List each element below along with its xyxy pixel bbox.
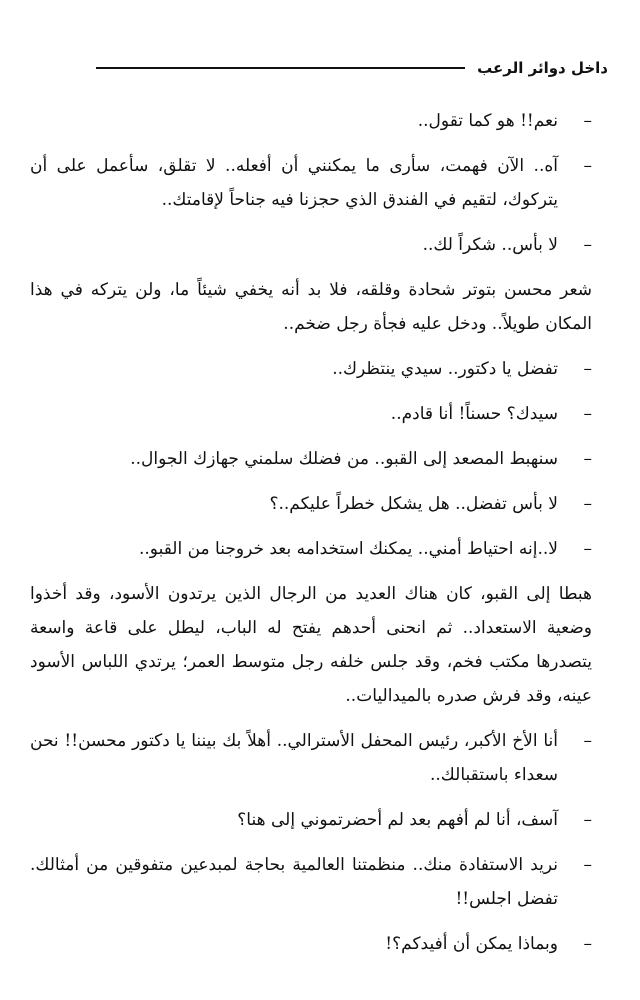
dialogue-dash: – bbox=[583, 810, 592, 830]
dialogue-line bbox=[30, 803, 592, 837]
dialogue-dash: – bbox=[583, 539, 592, 559]
dialogue-line bbox=[30, 724, 592, 792]
dialogue-text: آسف، أنا لم أفهم بعد لم أحضرتموني إلى هنا؟ bbox=[237, 810, 558, 830]
running-head-rule bbox=[96, 67, 465, 69]
dialogue-line bbox=[30, 104, 592, 138]
dialogue-dash: – bbox=[583, 494, 592, 514]
dialogue-text: لا..إنه احتياط أمني.. يمكنك استخدامه بعد خروجنا من القبو.. bbox=[138, 539, 558, 559]
dialogue-dash: – bbox=[583, 235, 592, 255]
dialogue-line bbox=[30, 442, 592, 476]
dialogue-text: آه.. الآن فهمت، سأرى ما يمكنني أن أفعله.. لا تقلق، سأعمل على أن يتركوك، لتقيم في الفندق الذي حجزنا فيه جناحاً لإقامتك.. bbox=[30, 156, 558, 210]
dialogue-text: سيدك؟ حسناً! أنا قادم.. bbox=[390, 404, 558, 424]
dialogue-text: نريد الاستفادة منك.. منظمتنا العالمية بحاجة لمبدعين متفوقين من أمثالك. تفضل اجلس!! bbox=[30, 855, 558, 909]
dialogue-line bbox=[30, 352, 592, 386]
dialogue-text: أنا الأخ الأكبر، رئيس المحفل الأسترالي.. أهلاً بك بيننا يا دكتور محسن!! نحن سعداء باستقبالك.. bbox=[30, 731, 558, 785]
dialogue-dash: – bbox=[583, 156, 592, 176]
body-text bbox=[30, 104, 592, 972]
dialogue-dash: – bbox=[583, 111, 592, 131]
dialogue-dash: – bbox=[583, 404, 592, 424]
dialogue-line bbox=[30, 532, 592, 566]
dialogue-dash: – bbox=[583, 934, 592, 954]
narrative-paragraph: شعر محسن بتوتر شحادة وقلقه، فلا بد أنه يخفي شيئاً ما، ولن يتركه في هذا المكان طويلاً.. ودخل عليه فجأة رجل ضخم.. bbox=[30, 280, 592, 334]
dialogue-dash: – bbox=[583, 449, 592, 469]
dialogue-line bbox=[30, 487, 592, 521]
dialogue-dash: – bbox=[583, 855, 592, 875]
dialogue-line bbox=[30, 848, 592, 916]
dialogue-text: تفضل يا دكتور.. سيدي ينتظرك.. bbox=[332, 359, 558, 379]
dialogue-text: لا بأس.. شكراً لك.. bbox=[422, 235, 558, 255]
running-head-title: داخل دوائر الرعب bbox=[477, 59, 608, 77]
dialogue-line bbox=[30, 149, 592, 217]
dialogue-text: وبماذا يمكن أن أفيدكم؟! bbox=[385, 934, 558, 954]
dialogue-text: نعم!! هو كما تقول.. bbox=[417, 111, 558, 131]
dialogue-dash: – bbox=[583, 731, 592, 751]
dialogue-text: سنهبط المصعد إلى القبو.. من فضلك سلمني جهازك الجوال.. bbox=[130, 449, 558, 469]
dialogue-dash: – bbox=[583, 359, 592, 379]
dialogue-line bbox=[30, 228, 592, 262]
narrative-paragraph: هبطا إلى القبو، كان هناك العديد من الرجال الذين يرتدون الأسود، وقد أخذوا وضعية الاستعداد.. ثم انحنى أحدهم يفتح له الباب، ليطل على قاعة واسعة يتصدرها مكتب فخم، وقد جلس خلفه رجل متوسط العمر؛ يرتدي اللباس الأسود عينه، وقد فرش صدره بالميداليات.. bbox=[30, 584, 592, 706]
running-head bbox=[96, 56, 608, 80]
dialogue-line bbox=[30, 397, 592, 431]
dialogue-line bbox=[30, 927, 592, 961]
dialogue-text: لا بأس تفضل.. هل يشكل خطراً عليكم..؟ bbox=[269, 494, 558, 514]
